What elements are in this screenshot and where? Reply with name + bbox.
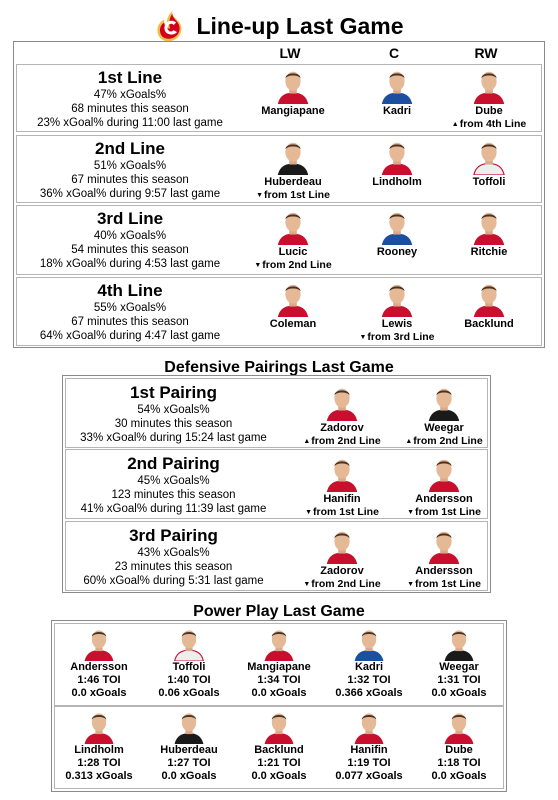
arrow-up-icon: ▲ [405, 438, 413, 445]
line-change-text: from 1st Line [415, 506, 481, 518]
player-headshot-icon [441, 625, 477, 661]
player-headshot-icon [351, 708, 387, 744]
line-change-note [296, 435, 388, 448]
line-summary [25, 209, 235, 271]
column-header-c: C [388, 45, 400, 61]
player-card [247, 137, 339, 202]
player-card [247, 66, 339, 118]
expected-goals: 0.0 xGoals [431, 770, 487, 782]
expected-goals: 0.366 xGoals [335, 687, 403, 699]
player-headshot-icon [323, 454, 361, 492]
player-headshot-icon [274, 66, 312, 104]
player-card [443, 207, 535, 259]
xgoals-percentage: 51% xGoals% [93, 160, 167, 172]
defensive-pairings-title: Defensive Pairings Last Game [164, 359, 394, 376]
arrow-down-icon: ▼ [305, 509, 312, 516]
line-summary [25, 68, 235, 130]
player-name: Hanifin [323, 493, 361, 505]
expected-goals: 0.077 xGoals [335, 770, 403, 782]
season-minutes: 54 minutes this season [71, 244, 189, 256]
line-name: 3rd Pairing [129, 526, 218, 545]
forward-line-row [16, 205, 542, 275]
player-card [296, 454, 388, 519]
expected-goals: 0.06 xGoals [158, 687, 220, 699]
season-minutes: 67 minutes this season [71, 316, 189, 328]
expected-goals: 0.313 xGoals [65, 770, 133, 782]
player-name: Coleman [269, 318, 317, 330]
expected-goals: 0.0 xGoals [431, 687, 487, 699]
flames-logo-icon [154, 9, 188, 43]
power-play-player [413, 708, 505, 783]
line-change-text: from 1st Line [264, 189, 330, 201]
power-play-player [143, 625, 235, 700]
player-headshot-icon [171, 708, 207, 744]
player-card [398, 526, 490, 591]
time-on-ice: 1:28 TOI [77, 757, 121, 769]
defense-pairing-row [65, 378, 488, 448]
player-card [351, 66, 443, 118]
arrow-down-icon: ▼ [303, 581, 311, 588]
player-name: Mangiapane [261, 105, 325, 117]
player-headshot-icon [323, 383, 361, 421]
line-name: 2nd Line [95, 139, 165, 158]
power-play-player [233, 625, 325, 700]
time-on-ice: 1:40 TOI [167, 674, 211, 686]
player-headshot-icon [378, 279, 416, 317]
player-name: Huberdeau [160, 744, 218, 756]
player-card [351, 279, 443, 344]
player-headshot-icon [378, 207, 416, 245]
player-card [443, 137, 535, 189]
player-name: Andersson [415, 493, 473, 505]
line-change-note [247, 189, 339, 202]
player-headshot-icon [81, 625, 117, 661]
last-game-stat: 60% xGoal% during 5:31 last game [83, 575, 264, 587]
power-play-player [323, 625, 415, 700]
player-name: Mangiapane [247, 661, 311, 673]
xgoals-percentage: 54% xGoals% [137, 404, 210, 416]
player-name: Lindholm [74, 744, 124, 756]
player-name: Dube [445, 744, 473, 756]
expected-goals: 0.0 xGoals [71, 687, 127, 699]
column-header-lw: LW [279, 45, 301, 61]
arrow-down-icon: ▼ [407, 581, 414, 588]
expected-goals: 0.0 xGoals [251, 770, 307, 782]
last-game-stat: 18% xGoal% during 4:53 last game [39, 258, 221, 270]
player-name: Lewis [381, 318, 413, 330]
line-name: 1st Line [97, 68, 163, 87]
last-game-stat: 64% xGoal% during 4:47 last game [39, 330, 221, 342]
season-minutes: 30 minutes this season [114, 418, 233, 430]
season-minutes: 68 minutes this season [71, 103, 189, 115]
player-name: Toffoli [172, 661, 206, 673]
forward-line-row [16, 64, 542, 132]
player-card [247, 207, 339, 272]
player-card [443, 279, 535, 331]
line-summary [25, 281, 235, 343]
line-summary [71, 526, 276, 588]
player-name: Andersson [415, 565, 473, 577]
time-on-ice: 1:27 TOI [167, 757, 211, 769]
time-on-ice: 1:31 TOI [437, 674, 481, 686]
player-headshot-icon [470, 207, 508, 245]
forward-lines-panel [13, 41, 545, 348]
player-headshot-icon [378, 66, 416, 104]
arrow-up-icon: ▲ [303, 438, 311, 445]
player-card [398, 454, 490, 519]
player-card [296, 526, 388, 591]
time-on-ice: 1:19 TOI [347, 757, 391, 769]
player-headshot-icon [171, 625, 207, 661]
forward-line-row [16, 277, 542, 346]
expected-goals: 0.0 xGoals [251, 687, 307, 699]
power-play-panel [51, 620, 507, 792]
time-on-ice: 1:32 TOI [347, 674, 391, 686]
player-card [443, 66, 535, 131]
arrow-down-icon: ▼ [256, 192, 263, 199]
player-name: Dube [475, 105, 503, 117]
player-headshot-icon [425, 454, 463, 492]
player-headshot-icon [323, 526, 361, 564]
time-on-ice: 1:18 TOI [437, 757, 481, 769]
defensive-pairings-panel [62, 375, 491, 593]
time-on-ice: 1:34 TOI [257, 674, 301, 686]
last-game-stat: 23% xGoal% during 11:00 last game [37, 117, 223, 129]
arrow-down-icon: ▼ [359, 334, 367, 341]
xgoals-percentage: 47% xGoals% [93, 89, 167, 101]
player-card [398, 383, 490, 448]
player-name: Andersson [70, 661, 128, 673]
player-card [296, 383, 388, 448]
last-game-stat: 36% xGoal% during 9:57 last game [39, 188, 221, 200]
line-change-text: from 2nd Line [311, 578, 381, 590]
xgoals-percentage: 55% xGoals% [93, 302, 167, 314]
line-change-text: from 1st Line [415, 578, 481, 590]
player-name: Toffoli [472, 176, 506, 188]
line-name: 4th Line [97, 281, 163, 300]
forward-line-row [16, 135, 542, 203]
xgoals-percentage: 45% xGoals% [137, 475, 210, 487]
line-change-note [351, 331, 443, 344]
player-name: Hanifin [350, 744, 388, 756]
line-change-note [296, 506, 388, 519]
power-play-title: Power Play Last Game [193, 603, 365, 620]
arrow-up-icon: ▲ [451, 121, 459, 128]
player-name: Ritchie [470, 246, 508, 258]
line-change-note [398, 578, 490, 591]
line-summary [71, 454, 276, 516]
defense-pairing-row [65, 449, 488, 519]
time-on-ice: 1:46 TOI [77, 674, 121, 686]
power-play-player [143, 708, 235, 783]
power-play-row [54, 623, 504, 706]
line-change-note [443, 118, 535, 131]
time-on-ice: 1:21 TOI [257, 757, 301, 769]
defense-pairing-row [65, 521, 488, 591]
player-name: Zadorov [320, 422, 364, 434]
player-headshot-icon [378, 137, 416, 175]
power-play-player [323, 708, 415, 783]
expected-goals: 0.0 xGoals [161, 770, 217, 782]
line-change-note [398, 506, 490, 519]
arrow-down-icon: ▼ [254, 262, 262, 269]
player-name: Backlund [254, 744, 304, 756]
player-name: Huberdeau [264, 176, 322, 188]
season-minutes: 123 minutes this season [111, 489, 236, 501]
line-change-note [296, 578, 388, 591]
power-play-player [53, 708, 145, 783]
player-headshot-icon [470, 279, 508, 317]
line-change-note [247, 259, 339, 272]
player-name: Lindholm [372, 176, 422, 188]
player-headshot-icon [441, 708, 477, 744]
player-headshot-icon [470, 66, 508, 104]
player-headshot-icon [425, 383, 463, 421]
line-name: 1st Pairing [130, 383, 217, 402]
power-play-player [53, 625, 145, 700]
player-headshot-icon [261, 625, 297, 661]
player-name: Lucic [278, 246, 308, 258]
player-name: Zadorov [320, 565, 364, 577]
power-play-player [413, 625, 505, 700]
line-change-text: from 2nd Line [262, 259, 332, 271]
xgoals-percentage: 43% xGoals% [137, 547, 210, 559]
player-card [351, 207, 443, 259]
player-headshot-icon [261, 708, 297, 744]
player-name: Weegar [424, 422, 464, 434]
player-name: Kadri [382, 105, 412, 117]
player-headshot-icon [351, 625, 387, 661]
arrow-down-icon: ▼ [407, 509, 414, 516]
player-headshot-icon [425, 526, 463, 564]
player-name: Rooney [376, 246, 418, 258]
player-headshot-icon [81, 708, 117, 744]
line-name: 3rd Line [96, 209, 164, 228]
page-header [0, 8, 558, 44]
line-change-text: from 1st Line [313, 506, 379, 518]
last-game-stat: 41% xGoal% during 11:39 last game [80, 503, 267, 515]
line-change-text: from 2nd Line [413, 435, 483, 447]
line-change-text: from 3rd Line [367, 331, 435, 343]
player-name: Backlund [464, 318, 514, 330]
player-name: Kadri [354, 661, 384, 673]
xgoals-percentage: 40% xGoals% [93, 230, 167, 242]
player-headshot-icon [470, 137, 508, 175]
player-headshot-icon [274, 137, 312, 175]
player-card [247, 279, 339, 331]
player-name: Weegar [439, 661, 479, 673]
season-minutes: 67 minutes this season [71, 174, 189, 186]
season-minutes: 23 minutes this season [114, 561, 233, 573]
last-game-stat: 33% xGoal% during 15:24 last game [80, 432, 267, 444]
line-summary [25, 139, 235, 201]
player-card [351, 137, 443, 189]
power-play-player [233, 708, 325, 783]
page-title: Line-up Last Game [196, 12, 404, 39]
line-name: 2nd Pairing [127, 454, 220, 473]
line-change-note [398, 435, 490, 448]
power-play-row [54, 706, 504, 789]
line-change-text: from 4th Line [459, 118, 527, 130]
player-headshot-icon [274, 207, 312, 245]
column-header-rw: RW [474, 45, 498, 61]
line-summary [71, 383, 276, 445]
line-change-text: from 2nd Line [311, 435, 381, 447]
player-headshot-icon [274, 279, 312, 317]
